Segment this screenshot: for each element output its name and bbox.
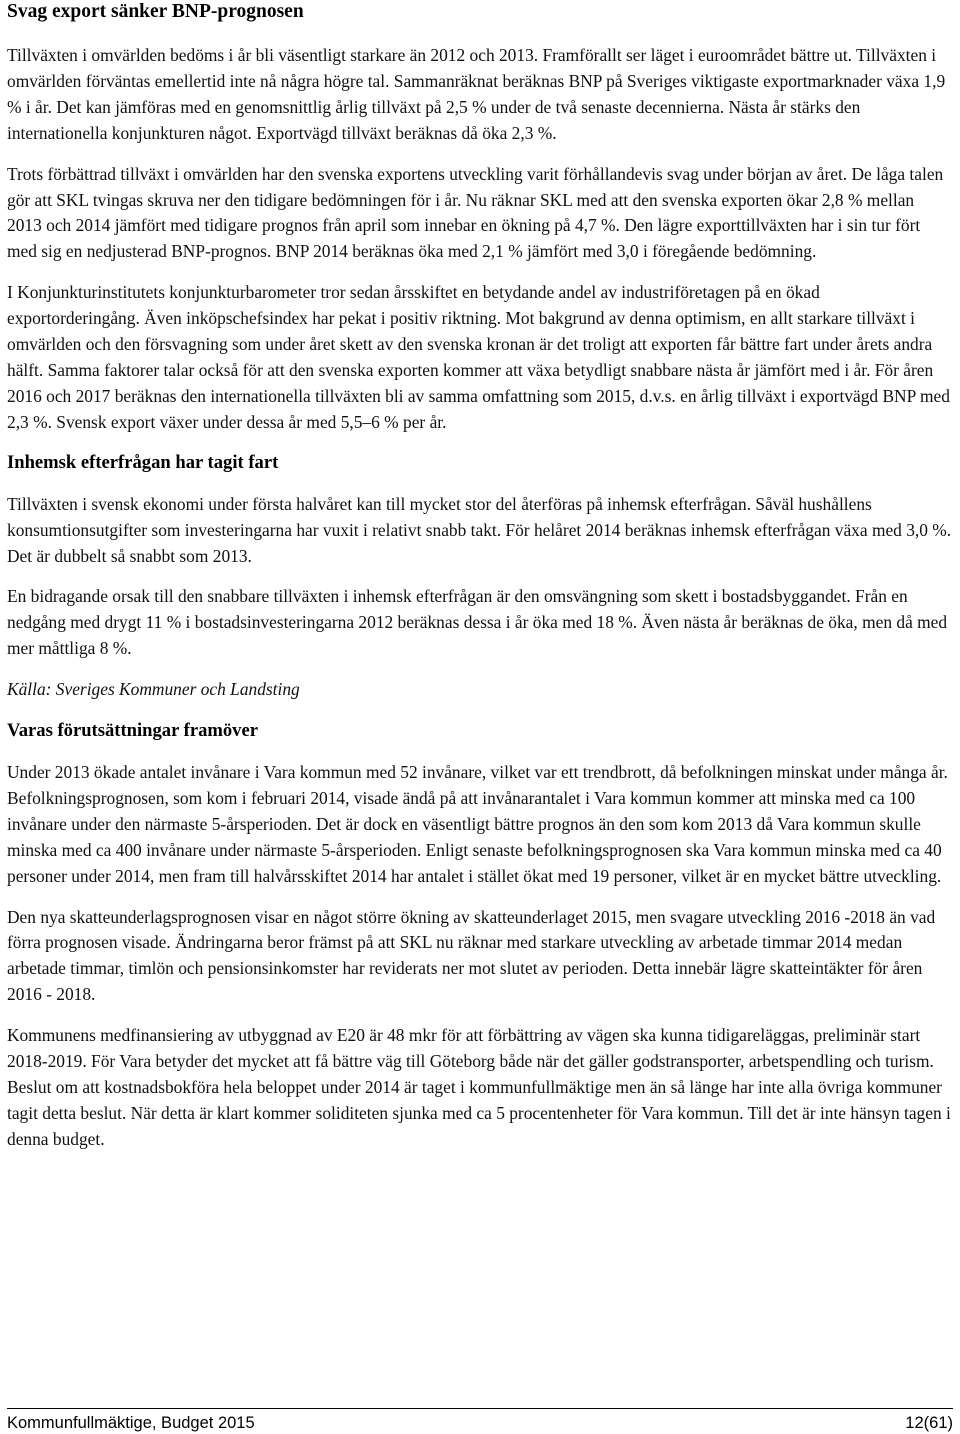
paragraph: Tillväxten i svensk ekonomi under första halvåret kan till mycket stor del återföras på inhemsk efterfrågan. Såväl hushållens konsumtionsutgifter som investeringarna har vuxit i relativt snabb takt. För helåret 2014 beräknas inhemsk efterfrågan växa med 3,0 %. Det är dubbelt så snabbt som 2013. xyxy=(7,493,952,566)
section-heading: Inhemsk efterfrågan har tagit fart xyxy=(7,451,279,473)
page-footer xyxy=(7,1408,953,1434)
paragraph: En bidragande orsak till den snabbare tillväxten i inhemsk efterfrågan är den omsvängning som skett i bostadsbyggandet. Från en nedgång med drygt 11 % i bostadsinvesteringarna 2012 beräknas dessa i år öka med 18 %. Även nästa år beräknas de öka, men då med mer måttliga 8 %. xyxy=(7,586,948,659)
section-heading: Varas förutsättningar framöver xyxy=(7,720,258,742)
section-heading: Svag export sänker BNP-prognosen xyxy=(7,1,304,22)
paragraph: Trots förbättrad tillväxt i omvärlden har den svenska exportens utveckling varit förhållandevis svag under början av året. De låga talen gör att SKL tvingas skruva ner den tidigare bedömningen för i år. Nu räknar SKL med att den svenska exporten ökar 2,8 % mellan 2013 och 2014 jämfört med tidigare prognos från april som innebar en ökning på 4,7 %. Den lägre exporttillväxten har i sin tur fört med sig en nedjusterad BNP-prognos. BNP 2014 beräknas öka med 2,1 % jämfört med 3,0 i föregående bedömning. xyxy=(7,163,944,262)
paragraph: Den nya skatteunderlagsprognosen visar en något större ökning av skatteunderlaget 2015, men svagare utveckling 2016 -2018 än vad förra prognosen visade. Ändringarna beror främst på att SKL nu räknar med starkare utveckling av arbetade timmar 2014 medan arbetade timmar, timlön och pensionsinkomster har reviderats ner mot slutet av perioden. Detta innebär lägre skatteintäkter för åren 2016 - 2018. xyxy=(7,906,936,1005)
section-vara-outlook xyxy=(7,719,953,1153)
paragraph: Under 2013 ökade antalet invånare i Vara kommun med 52 invånare, vilket var ett trendbrott, då befolkningen minskat under många år. Befolkningsprognosen, som kom i februari 2014, visade ändå på att invånarantalet i Vara kommun kommer att minska med ca 100 invånare under den närmaste 5-årsperioden. Det är dock en väsentligt bättre prognos än den som kom 2013 då Vara kommun skulle minska med ca 400 invånare under närmaste 5-årsperioden. Enligt senaste befolkningsprognosen ska Vara kommun minska med ca 40 personer under 2014, men fram till halvårsskiftet 2014 har antalet i stället ökat med 19 personer, vilket är en mycket bättre utveckling. xyxy=(7,762,948,886)
footer-document-title: Kommunfullmäktige, Budget 2015 xyxy=(7,1414,255,1432)
source-note: Källa: Sveriges Kommuner och Landsting xyxy=(7,679,300,700)
section-export xyxy=(7,0,953,436)
section-domestic-demand xyxy=(7,451,953,703)
paragraph: Kommunens medfinansiering av utbyggnad av E20 är 48 mkr för att förbättring av vägen ska kunna tidigareläggas, preliminär start 2018-2019. För Vara betyder det mycket att få bättre väg till Göteborg både när det gäller godstransporter, arbetspendling och turism. Beslut om att kostnadsbokföra hela beloppet under 2014 är taget i kommunfullmäktige men än så länge har inte alla övriga kommuner tagit detta beslut. När detta är klart kommer soliditeten sjunka med ca 5 procentenheter för Vara kommun. Till det är inte hänsyn tagen i denna budget. xyxy=(7,1025,951,1149)
paragraph: Tillväxten i omvärlden bedöms i år bli väsentligt starkare än 2012 och 2013. Framförallt ser läget i euroområdet bättre ut. Tillväxten i omvärlden förväntas emellertid inte nå några högre tal. Sammanräknat beräknas BNP på Sveriges viktigaste exportmarknader växa 1,9 % i år. Det kan jämföras med en genomsnittlig årlig tillväxt på 2,5 % under de två senaste decennierna. Nästa år stärks den internationella konjunkturen något. Exportvägd tillväxt beräknas då öka 2,3 %. xyxy=(7,45,946,143)
footer-page-number: 12(61) xyxy=(905,1414,953,1432)
paragraph: I Konjunkturinstitutets konjunkturbarometer tror sedan årsskiftet en betydande andel av industriföretagen på en ökad exportorderingång. Även inköpschefsindex har pekat i positiv riktning. Mot bakgrund av denna optimism, en allt starkare tillväxt i omvärlden och den försvagning som under året skett av den svenska kronan är det troligt att exporten får bättre fart under årets andra hälft. Samma faktorer talar också för att den svenska exporten kommer att växa betydligt snabbare nästa år jämfört med i år. För åren 2016 och 2017 beräknas den internationella tillväxten bli av samma omfattning som 2015, d.v.s. en årlig tillväxt i exportvägd BNP med 2,3 %. Svensk export växer under dessa år med 5,5–6 % per år. xyxy=(7,282,950,432)
document-body xyxy=(7,0,953,1168)
